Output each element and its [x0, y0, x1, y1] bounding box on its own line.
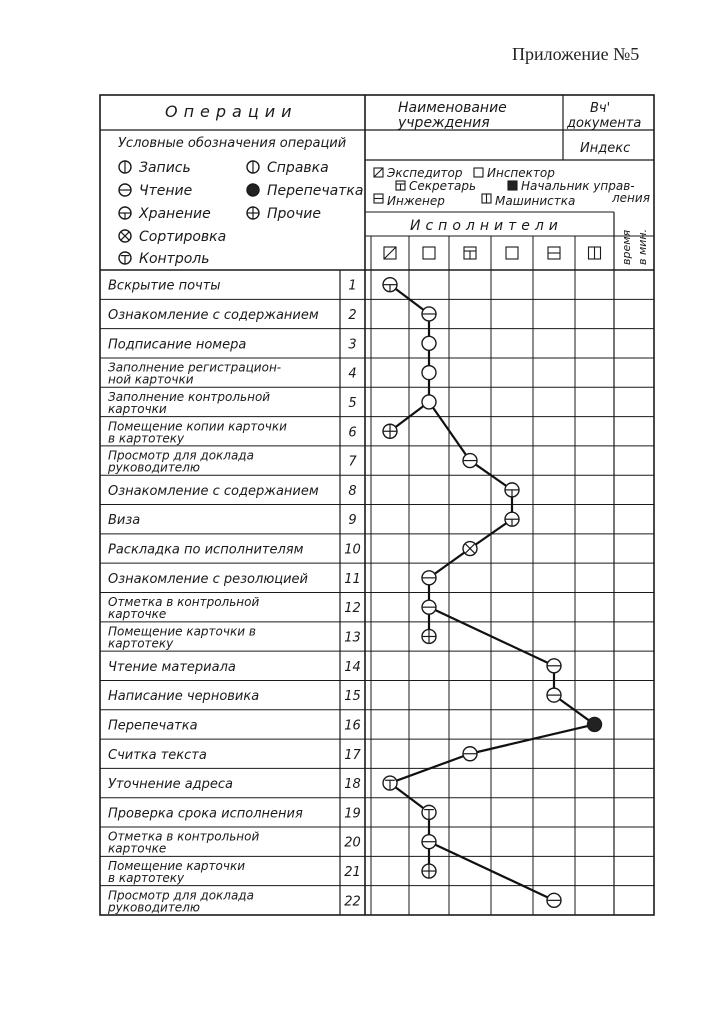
row-number: 18: [344, 777, 361, 793]
operation-label: Помещение карточки: [108, 859, 246, 874]
operation-node-reading: [463, 747, 477, 761]
inspector-column-icon: [423, 247, 435, 259]
symbol-circle: [422, 336, 436, 350]
operation-label: Чтение материала: [108, 659, 236, 675]
row-number: 17: [344, 747, 361, 763]
performer-legend-label: Машинистка: [495, 194, 576, 208]
row-number: 19: [344, 806, 361, 822]
operation-node-control: [422, 805, 436, 819]
operation-label: Ознакомление с содержанием: [108, 483, 319, 499]
operation-node-retyping: [588, 717, 602, 731]
row-number: 15: [344, 689, 361, 705]
legend-label: Запись: [139, 160, 191, 176]
operation-node-plain: [422, 336, 436, 350]
operation-label: Отметка в контрольной: [108, 829, 260, 844]
operation-label-line2: карточке: [108, 607, 167, 622]
operation-label: Перепечатка: [108, 718, 198, 734]
operation-label-line2: картотеку: [108, 636, 174, 651]
row-number: 16: [344, 718, 361, 734]
operation-label: Заполнение контрольной: [108, 389, 271, 404]
row-number: 13: [344, 630, 361, 646]
operation-label: Ознакомление с резолюцией: [108, 571, 309, 587]
symbol-circle: [422, 395, 436, 409]
row-number: 7: [348, 454, 357, 470]
operation-label-line2: руководителю: [108, 460, 200, 475]
operation-node-reading: [547, 659, 561, 673]
symbol-circle: [247, 184, 259, 196]
operation-node-plain: [422, 395, 436, 409]
performers-title: Исполнители: [410, 218, 563, 234]
document-number-label: Вч': [590, 101, 611, 116]
operation-label: Помещение карточки в: [108, 624, 256, 639]
operation-node-reading: [422, 571, 436, 585]
time-label-2: в мин.: [636, 228, 649, 265]
row-number: 11: [344, 571, 361, 587]
index-label: Индекс: [580, 141, 631, 156]
symbol-square: [474, 168, 483, 177]
operation-node-other: [422, 864, 436, 878]
legend-retyping-icon: [247, 184, 259, 196]
operation-label: Раскладка по исполнителям: [108, 542, 304, 558]
dispatcher-column-icon: [384, 247, 396, 259]
inspector-legend-icon: [474, 168, 483, 177]
row-number: 14: [344, 659, 361, 675]
operation-label: Подписание номера: [108, 337, 247, 353]
operation-label: Помещение копии карточки: [108, 419, 287, 434]
operation-label: Виза: [108, 513, 141, 529]
operation-label: Уточнение адреса: [108, 777, 234, 793]
dispatcher-legend-icon: [374, 168, 383, 177]
row-number: 20: [344, 835, 361, 851]
operation-label-line2: карточки: [108, 401, 167, 416]
typist-legend-icon: [482, 194, 491, 203]
operation-node-reading: [422, 600, 436, 614]
row-number: 6: [348, 425, 357, 441]
operation-label-line2: ной карточки: [108, 372, 194, 387]
row-number: 4: [348, 366, 357, 382]
operations-heading: Операции: [165, 102, 298, 121]
institution-name-label-2: учреждения: [398, 115, 490, 131]
symbol-square: [508, 181, 517, 190]
operation-node-reading: [422, 307, 436, 321]
performer-legend-label: Экспедитор: [387, 166, 463, 180]
operation-node-reading: [422, 835, 436, 849]
operation-label: Просмотр для доклада: [108, 888, 254, 903]
legend-label: Справка: [267, 160, 329, 176]
legend-reading-icon: [119, 184, 131, 196]
inspector-column-icon-2: [506, 247, 518, 259]
symbol-circle: [422, 366, 436, 380]
operation-node-reading: [463, 454, 477, 468]
operation-label: Считка текста: [108, 747, 207, 763]
institution-name-label: Наименование: [398, 100, 507, 116]
row-number: 3: [348, 337, 357, 353]
row-number: 5: [348, 395, 357, 411]
performer-legend-label: Инженер: [387, 194, 445, 208]
head-legend-icon: [508, 181, 517, 190]
legend-record-icon: [119, 161, 131, 173]
operation-label-line2: в картотеку: [108, 871, 185, 886]
operation-node-control: [383, 776, 397, 790]
legend-other-icon: [247, 207, 259, 219]
legend-control-icon: [119, 252, 131, 264]
row-number: 2: [348, 307, 357, 323]
operation-label: Вскрытие почты: [108, 278, 221, 294]
operation-node-storage: [505, 483, 519, 497]
performer-legend-label: ления: [612, 191, 650, 205]
operation-node-storage: [505, 512, 519, 526]
appendix-title: Приложение №5: [512, 44, 640, 64]
symbol-square: [423, 247, 435, 259]
legend-sorting-icon: [119, 230, 131, 242]
operation-label: Написание черновика: [108, 689, 260, 705]
legend-label: Перепечатка: [267, 183, 364, 199]
secretary-column-icon: [464, 247, 476, 259]
performer-legend-label: Секретарь: [409, 179, 477, 193]
row-number: 12: [344, 601, 361, 617]
operation-label-line2: в картотеку: [108, 431, 185, 446]
operation-node-other: [383, 424, 397, 438]
operation-node-other: [422, 629, 436, 643]
legend-label: Хранение: [139, 206, 211, 222]
engineer-legend-icon: [374, 194, 383, 203]
operation-node-storage: [383, 278, 397, 292]
document-number-label-2: документа: [567, 116, 642, 131]
engineer-column-icon: [548, 247, 560, 259]
row-number: 21: [344, 865, 361, 881]
operation-label-line2: руководителю: [108, 900, 200, 915]
operation-label: Просмотр для доклада: [108, 448, 254, 463]
legend-label: Сортировка: [139, 229, 227, 245]
row-number: 9: [348, 513, 357, 529]
operation-node-plain: [422, 366, 436, 380]
row-number: 8: [348, 483, 357, 499]
symbol-circle: [588, 717, 602, 731]
legend-label: Чтение: [139, 183, 193, 199]
row-number: 10: [344, 542, 361, 558]
operation-label-line2: карточке: [108, 841, 167, 856]
row-number: 1: [348, 278, 357, 294]
performer-legend-label: Начальник управ-: [521, 179, 635, 193]
performer-legend-label: Инспектор: [487, 166, 555, 180]
typist-column-icon: [589, 247, 601, 259]
operation-node-reading: [547, 688, 561, 702]
legend-label: Прочие: [267, 206, 321, 222]
legend-label: Контроль: [139, 251, 210, 267]
symbol-square: [506, 247, 518, 259]
operation-node-sorting: [463, 542, 477, 556]
row-number: 22: [344, 894, 361, 910]
operation-label: Проверка срока исполнения: [108, 806, 303, 822]
operation-label: Ознакомление с содержанием: [108, 307, 319, 323]
operation-label: Заполнение регистрацион-: [108, 360, 282, 375]
legend-title: Условные обозначения операций: [118, 136, 347, 151]
operation-node-reading: [547, 893, 561, 907]
legend-reference-icon: [247, 161, 259, 173]
legend-storage-icon: [119, 207, 131, 219]
time-label: время: [620, 229, 633, 265]
secretary-legend-icon: [396, 181, 405, 190]
operation-label: Отметка в контрольной: [108, 595, 260, 610]
